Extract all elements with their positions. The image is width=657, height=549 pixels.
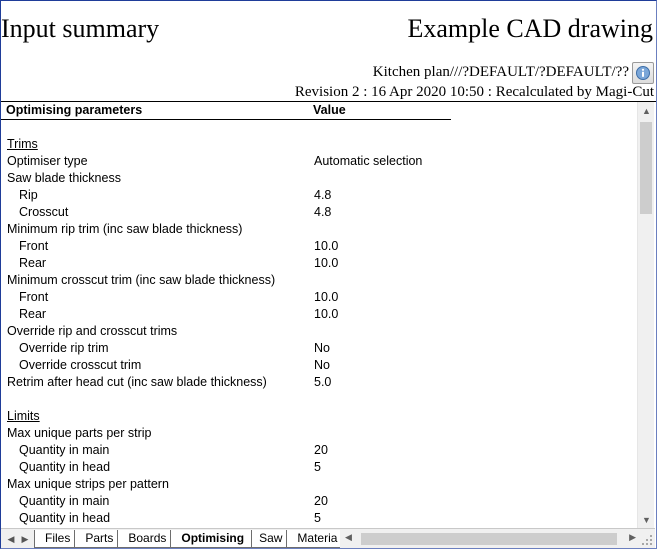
parameter-label: Saw blade thickness (7, 171, 121, 185)
table-row (1, 476, 637, 493)
parameter-value: Automatic selection (314, 154, 423, 168)
sheet-tabs (34, 529, 340, 548)
parameter-value: 10.0 (314, 256, 339, 270)
parameter-label: Rip (19, 188, 38, 202)
parameter-value: 20 (314, 494, 328, 508)
table-row (1, 493, 637, 510)
table-row (1, 459, 637, 476)
column-header-value: Value (313, 103, 346, 117)
tab-optimising[interactable]: Optimising (170, 530, 252, 548)
parameter-label: Front (19, 239, 49, 253)
parameter-label: Front (19, 290, 49, 304)
parameter-value: No (314, 358, 330, 372)
table-row (1, 425, 637, 442)
horizontal-scrollbar[interactable] (343, 531, 638, 547)
scroll-down-icon[interactable]: ▼ (642, 514, 651, 525)
parameter-label: Minimum rip trim (inc saw blade thickness) (7, 222, 243, 236)
parameter-label: Quantity in main (19, 443, 110, 457)
table-row (1, 238, 637, 255)
parameter-value: 4.8 (314, 205, 332, 219)
parameter-label: Quantity in head (19, 460, 111, 474)
resize-grip-icon[interactable] (640, 533, 654, 547)
parameter-label: Override crosscut trim (19, 358, 142, 372)
parameter-value: 5 (314, 511, 321, 525)
parameter-list (1, 136, 637, 527)
parameter-value: 4.8 (314, 188, 332, 202)
table-row (1, 153, 637, 170)
drawing-title: Example CAD drawing (407, 14, 653, 43)
parameter-label: Rear (19, 256, 47, 270)
plan-path: Kitchen plan///?DEFAULT/?DEFAULT/?? (372, 64, 629, 80)
parameter-label: Max unique strips per pattern (7, 477, 169, 491)
parameter-label: Quantity in main (19, 494, 110, 508)
parameter-label: Override rip and crosscut trims (7, 324, 178, 338)
parameter-value: 10.0 (314, 239, 339, 253)
parameter-value: 10.0 (314, 290, 339, 304)
table-row (1, 289, 637, 306)
table-row (1, 374, 637, 391)
page-title: Input summary (1, 14, 160, 43)
parameter-label: Max unique parts per strip (7, 426, 152, 440)
parameter-value: 5 (314, 460, 321, 474)
parameter-label: Retrim after head cut (inc saw blade thickness) (7, 375, 267, 389)
table-row (1, 170, 637, 187)
parameter-label: Minimum crosscut trim (inc saw blade thickness) (7, 273, 276, 287)
scroll-right-icon[interactable]: ▶ (629, 532, 636, 542)
section-heading (1, 408, 637, 425)
parameter-value: 20 (314, 443, 328, 457)
tab-materia[interactable]: Materia (286, 530, 340, 548)
tab-parts[interactable]: Parts (74, 530, 121, 548)
table-row (1, 340, 637, 357)
parameter-label: Trims (7, 137, 38, 151)
parameter-label: Override rip trim (19, 341, 109, 355)
table-row (1, 221, 637, 238)
horizontal-scroll-thumb[interactable] (361, 533, 617, 545)
table-row (1, 306, 637, 323)
tab-scroll-right-icon[interactable]: ▶ (21, 533, 29, 544)
table-row (1, 255, 637, 272)
column-header-parameters: Optimising parameters (6, 103, 143, 117)
tab-boards[interactable]: Boards (117, 530, 174, 548)
info-button[interactable] (632, 62, 654, 84)
parameter-label: Quantity in head (19, 511, 111, 525)
table-row (1, 510, 637, 527)
table-row (1, 391, 637, 408)
vertical-scrollbar[interactable] (637, 102, 654, 528)
table-row (1, 323, 637, 340)
table-row (1, 272, 637, 289)
section-heading (1, 136, 637, 153)
table-row (1, 187, 637, 204)
revision-info: Revision 2 : 16 Apr 2020 10:50 : Recalculated by Magi-Cut (294, 84, 654, 100)
scroll-up-icon[interactable]: ▲ (642, 105, 651, 116)
table-row (1, 442, 637, 459)
info-icon (635, 65, 651, 81)
tab-scroll-left-icon[interactable]: ◀ (7, 533, 15, 544)
scroll-left-icon[interactable]: ◀ (345, 532, 352, 542)
parameter-value: 5.0 (314, 375, 332, 389)
table-row (1, 204, 637, 221)
parameter-value: 10.0 (314, 307, 339, 321)
tab-files[interactable]: Files (34, 530, 78, 548)
table-header (1, 102, 451, 120)
parameter-label: Limits (7, 409, 40, 423)
table-row (1, 357, 637, 374)
parameter-label: Rear (19, 307, 47, 321)
tab-saw[interactable]: Saw (248, 530, 290, 548)
sheet-tab-bar (1, 528, 655, 548)
parameter-label: Optimiser type (7, 154, 88, 168)
parameter-value: No (314, 341, 330, 355)
summary-content (1, 102, 637, 528)
parameter-label: Crosscut (19, 205, 69, 219)
vertical-scroll-thumb[interactable] (640, 122, 652, 214)
